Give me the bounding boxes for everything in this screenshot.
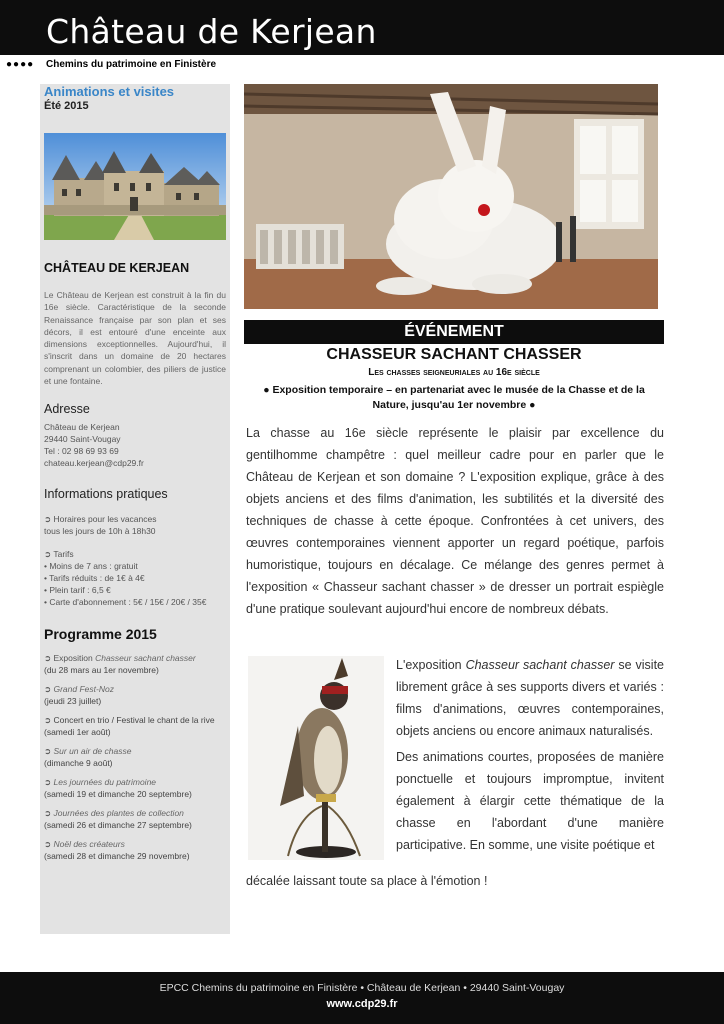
sidebar-season: Été 2015 <box>44 100 89 112</box>
tagline-row <box>0 57 300 73</box>
tarif-item: • Plein tarif : 6,5 € <box>44 585 111 595</box>
program-item <box>44 838 228 862</box>
program-item <box>44 745 228 769</box>
footer <box>0 972 724 1024</box>
program-name: Sur un air de chasse <box>53 746 132 756</box>
sidebar-heading: Animations et visites <box>44 84 175 99</box>
program-item <box>44 776 228 800</box>
program-name: Concert en trio / Festival le chant de la rive <box>53 715 215 725</box>
program-date: (samedi 19 et dimanche 20 septembre) <box>44 789 192 799</box>
hours-label: Horaires pour les vacances <box>53 514 157 524</box>
program-date: (samedi 26 et dimanche 27 septembre) <box>44 820 192 830</box>
falcon-photo <box>248 656 384 860</box>
tarif-item: • Moins de 7 ans : gratuit <box>44 561 138 571</box>
arrow-icon: ➲ <box>44 514 54 524</box>
program-prefix: Exposition <box>53 653 96 663</box>
visit-text-post: se visite librement grâce à ses supports divers et variés : films d'animations, œuvres contemporaines, objets anciens ou encore animaux naturalisés. <box>396 658 664 738</box>
program-item <box>44 807 228 831</box>
page-title: Château de Kerjean <box>46 12 377 51</box>
tarif-item: • Carte d'abonnement : 5€ / 15€ / 20€ / 35€ <box>44 597 207 607</box>
arrow-icon: ➲ <box>44 746 54 756</box>
event-title: CHASSEUR SACHANT CHASSER <box>326 346 582 363</box>
program-date: (dimanche 9 août) <box>44 758 113 768</box>
program-date: (samedi 1er août) <box>44 727 111 737</box>
info-title: Informations pratiques <box>44 487 168 501</box>
address-phone: Tel : 02 98 69 93 69 <box>44 446 119 456</box>
program-name: Les journées du patrimoine <box>53 777 157 787</box>
castle-section-title: CHÂTEAU DE KERJEAN <box>44 261 190 275</box>
arrow-icon: ➲ <box>44 653 54 663</box>
event-banner: ÉVÉNEMENT <box>244 320 664 344</box>
program-name: Journées des plantes de collection <box>53 808 184 818</box>
address-email[interactable]: chateau.kerjean@cdp29.fr <box>44 458 144 468</box>
program-list <box>44 652 228 869</box>
event-subtitle: Les chasses seigneuriales au 16e siècle <box>368 367 540 378</box>
tagline: Chemins du patrimoine en Finistère <box>46 59 217 70</box>
program-name: Grand Fest-Noz <box>53 684 114 694</box>
dots-decoration: ●●●● <box>6 59 35 70</box>
footer-website-link[interactable]: www.cdp29.fr <box>326 998 398 1010</box>
event-exposition: ● Exposition temporaire – en partenariat avec le musée de la Chasse et de la Nature, jusqu'au 1er novembre ● <box>263 384 645 411</box>
hours-value: tous les jours de 10h à 18h30 <box>44 526 156 536</box>
intro-paragraph: La chasse au 16e siècle représente le plaisir par excellence du gentilhomme champêtre : quel meilleur cadre pour en parler que le Château de Kerjean et son domaine ? L'exposition explique, grâce à des objets anciens et des films d'animation, les subtilités et la diversité des techniques de chasse à cette époque. Confrontées à cet univers, des œuvres contemporaines viennent apporter un regard poétique, parfois humoristique, toujours en décalage. Ce mélange des genres permet à l'exposition « Chasseur sachant chasser » de dresser un portrait espiègle d'une pratique soulevant aujourd'hui encore de nombreux débats. <box>246 426 664 616</box>
sidebar <box>40 84 230 934</box>
program-date: (samedi 28 et dimanche 29 novembre) <box>44 851 190 861</box>
rabbit-sculpture-photo <box>244 84 658 309</box>
program-date: (jeudi 23 juillet) <box>44 696 102 706</box>
tarifs-label: Tarifs <box>53 549 74 559</box>
arrow-icon: ➲ <box>44 715 54 725</box>
arrow-icon: ➲ <box>44 777 54 787</box>
program-item <box>44 714 228 738</box>
visit-paragraph <box>396 654 664 742</box>
address-name: Château de Kerjean <box>44 422 120 432</box>
footer-address: EPCC Chemins du patrimoine en Finistère • Château de Kerjean • 29440 Saint-Vougay <box>159 982 565 994</box>
arrow-icon: ➲ <box>44 808 54 818</box>
visit-text-pre: L'exposition <box>396 658 466 672</box>
hours-block <box>44 513 228 537</box>
program-item <box>44 652 228 676</box>
program-name: Chasseur sachant chasser <box>95 653 196 663</box>
address-title: Adresse <box>44 402 90 416</box>
program-name: Noël des créateurs <box>53 839 125 849</box>
animation-paragraph: Des animations courtes, proposées de manière ponctuelle et toujours impromptue, invitent également à élargir cette thématique de la chasse en l'abordant d'une manière participative. En somme, une visite poétique et <box>396 750 664 852</box>
castle-description: Le Château de Kerjean est construit à la fin du 16e siècle. Caractéristique de la seconde Renaissance française par son plan et ses décors, il est entouré d'une enceinte aux dimensions exceptionnelles. Aujourd'hui, il s'inscrit dans un domaine de 20 hectares comprenant un colombier, des piliers de justice et une fontaine. <box>44 290 226 387</box>
closing-line: décalée laissant toute sa place à l'émotion ! <box>246 874 488 888</box>
visit-text <box>396 654 664 860</box>
arrow-icon: ➲ <box>44 549 54 559</box>
tarifs-block <box>44 548 228 608</box>
castle-photo <box>44 133 226 240</box>
program-item <box>44 683 228 707</box>
program-date: (du 28 mars au 1er novembre) <box>44 665 159 675</box>
expo-name: Chasseur sachant chasser <box>465 658 615 672</box>
address-block <box>44 421 228 469</box>
tarif-item: • Tarifs réduits : de 1€ à 4€ <box>44 573 145 583</box>
arrow-icon: ➲ <box>44 839 54 849</box>
address-city: 29440 Saint-Vougay <box>44 434 121 444</box>
arrow-icon: ➲ <box>44 684 54 694</box>
program-title: Programme 2015 <box>44 626 157 642</box>
header-band <box>0 0 724 55</box>
